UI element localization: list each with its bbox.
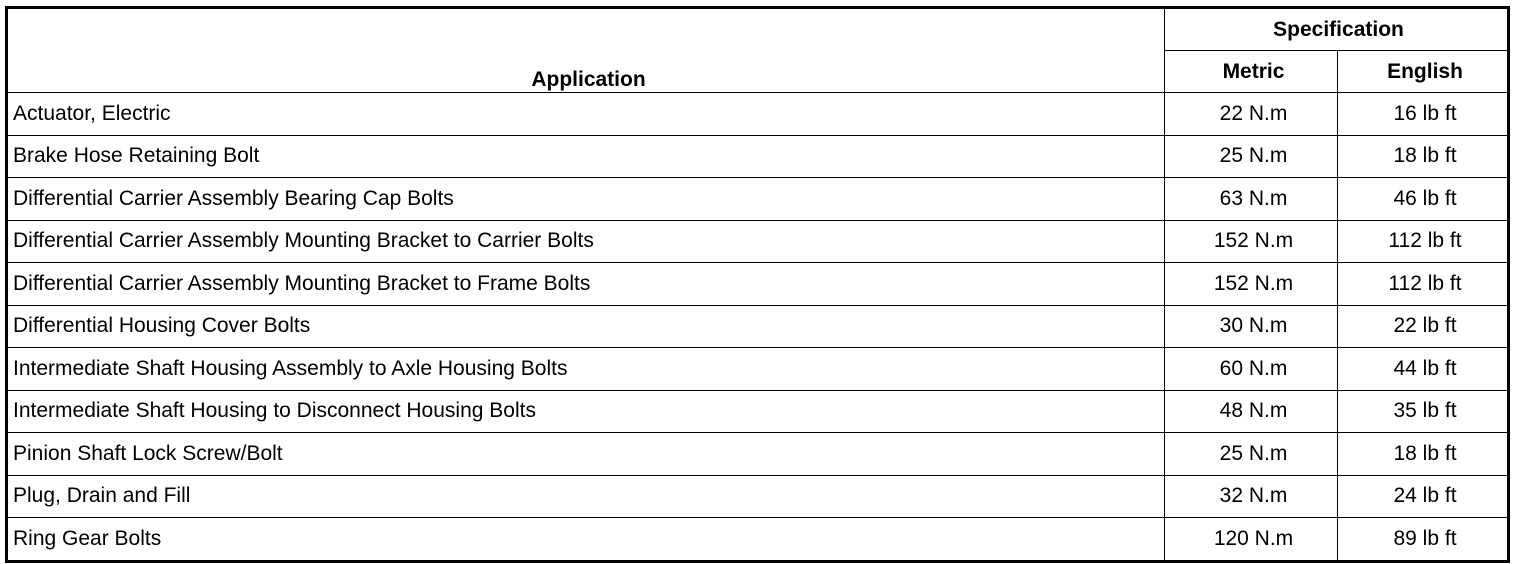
table-row [7, 178, 1509, 221]
metric-cell: 120 N.m [1165, 518, 1338, 562]
table-row [7, 93, 1509, 136]
application-cell: Actuator, Electric [7, 93, 1165, 136]
english-cell: 22 lb ft [1338, 305, 1509, 348]
english-cell: 46 lb ft [1338, 178, 1509, 221]
application-cell: Brake Hose Retaining Bolt [7, 135, 1165, 178]
metric-cell: 32 N.m [1165, 475, 1338, 518]
english-header: English [1338, 51, 1509, 93]
table-row [7, 220, 1509, 263]
table-row [7, 390, 1509, 433]
metric-cell: 30 N.m [1165, 305, 1338, 348]
metric-cell: 63 N.m [1165, 178, 1338, 221]
specification-header: Specification [1165, 8, 1509, 51]
application-cell: Plug, Drain and Fill [7, 475, 1165, 518]
application-header: Application [7, 8, 1165, 93]
table-row [7, 518, 1509, 562]
metric-cell: 48 N.m [1165, 390, 1338, 433]
application-cell: Ring Gear Bolts [7, 518, 1165, 562]
table-row [7, 263, 1509, 306]
table-row [7, 348, 1509, 391]
fastener-spec-table [5, 6, 1510, 563]
english-cell: 16 lb ft [1338, 93, 1509, 136]
table-row [7, 305, 1509, 348]
metric-cell: 25 N.m [1165, 135, 1338, 178]
application-cell: Intermediate Shaft Housing Assembly to Axle Housing Bolts [7, 348, 1165, 391]
application-cell: Intermediate Shaft Housing to Disconnect Housing Bolts [7, 390, 1165, 433]
english-cell: 24 lb ft [1338, 475, 1509, 518]
application-cell: Differential Carrier Assembly Mounting Bracket to Carrier Bolts [7, 220, 1165, 263]
metric-cell: 22 N.m [1165, 93, 1338, 136]
metric-cell: 152 N.m [1165, 263, 1338, 306]
application-cell: Pinion Shaft Lock Screw/Bolt [7, 433, 1165, 476]
english-cell: 112 lb ft [1338, 220, 1509, 263]
english-cell: 112 lb ft [1338, 263, 1509, 306]
metric-cell: 152 N.m [1165, 220, 1338, 263]
application-cell: Differential Carrier Assembly Mounting Bracket to Frame Bolts [7, 263, 1165, 306]
application-cell: Differential Carrier Assembly Bearing Cap Bolts [7, 178, 1165, 221]
english-cell: 18 lb ft [1338, 433, 1509, 476]
english-cell: 44 lb ft [1338, 348, 1509, 391]
english-cell: 18 lb ft [1338, 135, 1509, 178]
table-row [7, 433, 1509, 476]
application-cell: Differential Housing Cover Bolts [7, 305, 1165, 348]
metric-cell: 60 N.m [1165, 348, 1338, 391]
table-row [7, 135, 1509, 178]
english-cell: 89 lb ft [1338, 518, 1509, 562]
table-row [7, 475, 1509, 518]
english-cell: 35 lb ft [1338, 390, 1509, 433]
metric-cell: 25 N.m [1165, 433, 1338, 476]
table-body [7, 93, 1509, 562]
metric-header: Metric [1165, 51, 1338, 93]
spec-table-container [5, 6, 1510, 563]
